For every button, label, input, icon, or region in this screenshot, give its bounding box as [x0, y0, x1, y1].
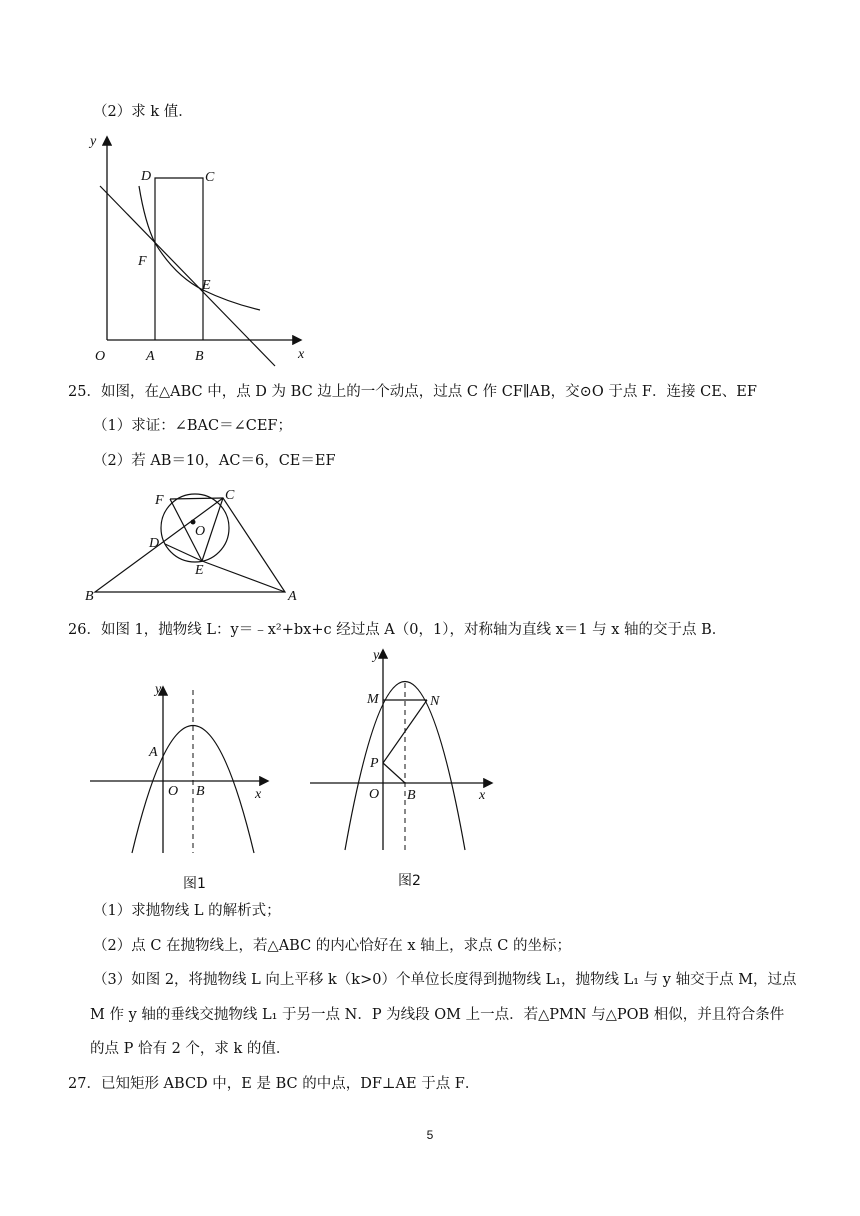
label-m: M — [367, 692, 379, 707]
label-e: E — [202, 278, 211, 293]
label-y: y — [90, 134, 97, 149]
q25-stem: 25．如图，在△ABC 中，点 D 为 BC 边上的一个动点，过点 C 作 CF∥AB，交⊙O 于点 F．连接 CE、EF — [68, 384, 757, 400]
q26-figure-1 — [85, 678, 275, 893]
q26-part2: （2）点 C 在抛物线上，若△ABC 的内心恰好在 x 轴上，求点 C 的坐标； — [93, 938, 571, 954]
label-e: E — [195, 563, 204, 578]
q26-part3-line3: 的点 P 恰有 2 个，求 k 的值． — [90, 1041, 291, 1057]
q25-part1: （1）求证：∠BAC＝∠CEF； — [93, 418, 292, 434]
label-b: B — [407, 788, 416, 803]
label-y: y — [373, 648, 380, 663]
q25-part2: （2）若 AB＝10，AC＝6，CE＝EF — [93, 453, 336, 469]
label-c: C — [225, 488, 235, 503]
segment-ae — [202, 561, 285, 592]
q26-part3-line1: （3）如图 2，将抛物线 L 向上平移 k（k>0）个单位长度得到抛物线 L₁，抛物线 L₁ 与 y 轴交于点 M，过点 — [93, 972, 797, 988]
label-b: B — [85, 589, 94, 604]
q26-part1: （1）求抛物线 L 的解析式； — [93, 903, 281, 919]
q27-stem: 27．已知矩形 ABCD 中，E 是 BC 的中点，DF⊥AE 于点 F． — [68, 1076, 480, 1092]
label-a: A — [149, 745, 158, 760]
label-a: A — [146, 349, 155, 364]
triangle-abc — [95, 498, 285, 592]
segment-pn — [383, 700, 427, 763]
label-b: B — [196, 784, 205, 799]
label-x: x — [298, 347, 305, 362]
fig2-caption: 图2 — [398, 873, 421, 889]
segment-pb — [383, 763, 405, 783]
label-o: O — [369, 787, 380, 802]
label-f: F — [138, 254, 147, 269]
label-o: O — [195, 524, 206, 539]
label-d: D — [149, 536, 160, 551]
label-f: F — [155, 493, 164, 508]
q24-figure — [85, 128, 315, 368]
q26-stem: 26．如图 1，抛物线 L：y＝﹣x²+bx+c 经过点 A（0，1），对称轴为直线 x＝1 与 x 轴的交于点 B． — [68, 622, 727, 638]
label-x: x — [255, 787, 262, 802]
label-y: y — [155, 682, 162, 697]
label-b: B — [195, 349, 204, 364]
rectangle-abcd — [155, 178, 203, 340]
fig1-caption: 图1 — [183, 876, 206, 892]
label-n: N — [430, 694, 440, 709]
label-o: O — [168, 784, 179, 799]
q26-part3-line2: M 作 y 轴的垂线交抛物线 L₁ 于另一点 N．P 为线段 OM 上一点．若△PMN 与△POB 相似，并且符合条件 — [90, 1007, 785, 1023]
q25-figure — [85, 482, 315, 607]
q26-figure-2 — [305, 643, 505, 893]
label-x: x — [479, 788, 486, 803]
page-number: 5 — [426, 1128, 434, 1142]
segment-de — [165, 544, 202, 561]
label-d: D — [141, 169, 152, 184]
label-a: A — [288, 589, 297, 604]
line-fe — [100, 186, 275, 366]
label-c: C — [205, 170, 215, 185]
hyperbola — [139, 186, 260, 310]
label-o: O — [95, 349, 106, 364]
q24-part2: （2）求 k 值． — [93, 104, 193, 120]
label-p: P — [370, 756, 379, 771]
